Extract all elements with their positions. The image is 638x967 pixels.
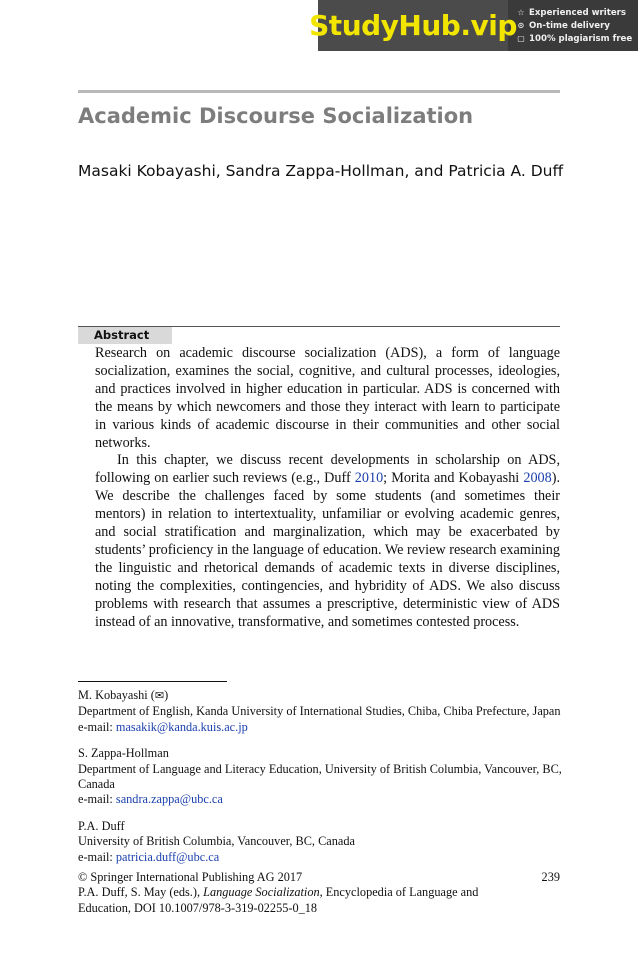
header-rule xyxy=(78,90,560,93)
banner-features xyxy=(516,6,638,45)
footnote-rule xyxy=(78,681,227,682)
copyright-notice: © Springer International Publishing AG 2017 xyxy=(78,870,303,884)
citation-link-duff-2010[interactable]: 2010 xyxy=(354,470,384,487)
page-footer xyxy=(78,870,560,916)
footnote-affiliation-cont: Canada xyxy=(78,777,115,792)
footnote-affiliation: Department of Language and Literacy Education, University of British Columbia, Vancouver, BC, xyxy=(78,761,562,776)
envelope-icon: ✉ xyxy=(154,690,165,702)
footnote-zappa-hollman xyxy=(78,746,560,808)
email-label: e-mail: xyxy=(78,719,116,734)
footnote-email-line xyxy=(78,850,560,865)
abstract-paragraph-1: Research on academic discourse socialization (ADS), a form of language socialization, examines the social, cognitive, and cultural processes, ideologies, and practices involved in higher education in particular. ADS is concerned with the means by which newcomers and those they interact with learn to participate in various kinds of academic discourse in their communities and other social networks. xyxy=(95,345,560,451)
footnote-name: S. Zappa-Hollman xyxy=(78,746,169,761)
author-name-end: ) xyxy=(164,688,169,702)
feature-text: 100% plagiarism free xyxy=(529,33,633,44)
citation-editors: P.A. Duff, S. May (eds.), xyxy=(78,885,204,900)
chapter-authors: Masaki Kobayashi, Sandra Zappa-Hollman, and Patricia A. Duff xyxy=(78,162,564,180)
studyhub-logo[interactable] xyxy=(309,0,517,51)
studyhub-banner[interactable] xyxy=(309,0,638,51)
abstract-paragraph-2 xyxy=(95,452,560,631)
feature-text: Experienced writers xyxy=(529,7,627,18)
feature-experienced-writers xyxy=(516,6,638,19)
footnote-name: P.A. Duff xyxy=(78,818,125,833)
email-link-zappa[interactable]: sandra.zappa@ubc.ca xyxy=(115,792,223,807)
citation-line-1 xyxy=(78,885,560,900)
abstract-text: ). We describe the challenges faced by some students (and sometimes their mentors) in relation to intertextuality, unfamiliar or evolving academic genres, and social stratification and marginalization, which may be exacerbated by students’ proficiency in the language of education. We review research examining the linguistic and rhetorical demands of academic texts in diverse disciplines, noting the complexities, contingencies, and hybridity of ADS. We also discuss problems with research that assumes a prescriptive, deterministic view of ADS instead of an innovative, transformative, and sometimes contested process. xyxy=(95,470,561,630)
abstract-label: Abstract xyxy=(78,327,172,344)
footnote-name xyxy=(78,688,560,704)
footnote-duff xyxy=(78,819,560,865)
footer-row xyxy=(78,870,560,885)
citation-series: , Encyclopedia of Language and xyxy=(319,885,479,900)
feature-plagiarism-free xyxy=(516,32,638,45)
citation-link-morita-2008[interactable]: 2008 xyxy=(523,470,552,487)
citation-title: Language Socialization xyxy=(203,885,320,900)
chapter-title: Academic Discourse Socialization xyxy=(78,104,474,128)
abstract-body xyxy=(95,345,560,632)
abstract-text: In this chapter, we discuss recent developments in scholarship on ADS, following on earlier such reviews (e.g., Duff xyxy=(95,452,560,487)
author-footnotes xyxy=(78,688,560,876)
citation-line-2: Education, DOI 10.1007/978-3-319-02255-0_18 xyxy=(78,900,318,915)
logo-text: StudyHub.vip xyxy=(309,9,517,42)
email-link-kobayashi[interactable]: masakik@kanda.kuis.ac.jp xyxy=(115,719,248,734)
author-name: M. Kobayashi ( xyxy=(78,688,155,702)
footnote-email-line xyxy=(78,792,560,807)
email-link-duff[interactable]: patricia.duff@ubc.ca xyxy=(115,849,220,864)
feature-on-time-delivery xyxy=(516,19,638,32)
footnote-affiliation: Department of English, Kanda University of International Studies, Chiba, Chiba Prefecture, Japan xyxy=(78,704,561,719)
clock-icon: ⊙ xyxy=(517,21,525,30)
star-icon: ☆ xyxy=(517,8,525,17)
email-label: e-mail: xyxy=(78,849,116,864)
feature-text: On-time delivery xyxy=(529,20,610,31)
email-label: e-mail: xyxy=(78,792,116,807)
abstract-text: ; Morita and Kobayashi xyxy=(383,470,524,487)
document-icon: ▢ xyxy=(517,34,525,43)
footnote-email-line xyxy=(78,720,560,735)
page-number: 239 xyxy=(541,870,560,884)
footnote-affiliation: University of British Columbia, Vancouver, BC, Canada xyxy=(78,834,355,849)
footnote-kobayashi xyxy=(78,688,560,735)
